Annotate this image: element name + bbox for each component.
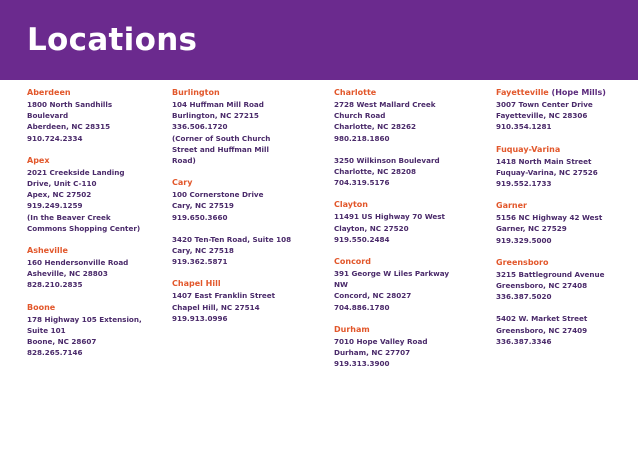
address-line: Fayetteville, NC 28306 (496, 111, 588, 121)
address-line: Suite 101 (27, 325, 66, 335)
location-city (27, 87, 177, 99)
address-line: 919.552.1733 (496, 179, 552, 189)
location-city-name: Cary (172, 178, 193, 188)
address-line: 980.218.1860 (334, 133, 390, 143)
location-city (334, 256, 484, 268)
address-line: Garner, NC 27529 (496, 224, 567, 234)
location-city (27, 245, 177, 257)
address-line: 919.249.1259 (27, 201, 83, 211)
address-line: (Corner of South Church (172, 133, 271, 143)
address-line: 160 Hendersonville Road (27, 258, 129, 268)
address-line: 3215 Battleground Avenue (496, 269, 605, 279)
location-entry (172, 87, 322, 166)
location-city-name: Charlotte (334, 88, 377, 97)
address-line: 910.354.1281 (496, 122, 552, 132)
location-city-name: Clayton (334, 200, 368, 210)
location-city-name: Garner (496, 201, 527, 211)
address-line: 336.506.1720 (172, 122, 228, 132)
address-line: Road) (172, 156, 196, 166)
address-line: 828.265.7146 (27, 348, 83, 358)
location-city-name: Aberdeen (27, 88, 71, 97)
location-city (172, 177, 322, 189)
address-line: Commons Shopping Center) (27, 223, 141, 233)
location-city-name: Burlington (172, 88, 220, 97)
location-city-name: Chapel Hill (172, 279, 221, 289)
address-line: 391 George W Liles Parkway (334, 269, 450, 279)
address-line: 1800 North Sandhills (27, 100, 113, 109)
location-city-name: Concord (334, 257, 371, 267)
location-entry (27, 155, 177, 234)
location-entry (496, 257, 638, 347)
location-entry (172, 177, 322, 267)
address-line: Durham, NC 27707 (334, 348, 411, 358)
location-entry (334, 87, 484, 188)
address-line: 104 Huffman Mill Road (172, 100, 264, 109)
address-line: 919.550.2484 (334, 234, 390, 244)
location-entry (27, 302, 177, 359)
address-line: Charlotte, NC 28208 (334, 167, 416, 177)
address-line: 3007 Town Center Drive (496, 100, 593, 109)
address-line: Clayton, NC 27520 (334, 223, 409, 233)
location-city-name: Apex (27, 155, 50, 165)
location-entry (172, 278, 322, 324)
address-line: 919.362.5871 (172, 257, 228, 267)
address-line: 3420 Ten-Ten Road, Suite 108 (172, 234, 292, 244)
header-banner (0, 0, 638, 80)
location-city (496, 200, 638, 212)
locations-column-1 (27, 87, 177, 369)
address-line: Church Road (334, 111, 386, 121)
location-entry (496, 87, 638, 133)
location-city-name: Fayetteville (496, 88, 549, 97)
address-line: Apex, NC 27502 (27, 190, 92, 200)
location-city (27, 155, 177, 167)
address-line: 11491 US Highway 70 West (334, 212, 445, 222)
address-spacer (496, 302, 638, 313)
locations-column-4 (496, 87, 638, 358)
address-line: 704.319.5176 (334, 178, 390, 188)
location-city-name: Boone (27, 302, 56, 312)
address-line: 919.650.3660 (172, 212, 228, 222)
locations-column-3 (334, 87, 484, 380)
location-city (172, 87, 322, 99)
location-city (172, 278, 322, 290)
address-line: 5156 NC Highway 42 West (496, 213, 603, 223)
location-city-subtitle: (Hope Mills) (551, 88, 606, 97)
location-city (334, 324, 484, 336)
location-city (496, 257, 638, 269)
location-city-name: Fuquay-Varina (496, 144, 561, 154)
location-city-name: Asheville (27, 246, 68, 256)
location-entry (334, 256, 484, 313)
address-line: Chapel Hill, NC 27514 (172, 302, 260, 312)
location-entry (496, 200, 638, 246)
address-line: Concord, NC 28027 (334, 291, 412, 301)
location-entry (27, 87, 177, 144)
address-line: Greensboro, NC 27408 (496, 281, 588, 291)
address-line: Cary, NC 27518 (172, 246, 234, 256)
address-line: Boone, NC 28607 (27, 337, 97, 347)
address-line: Drive, Unit C-110 (27, 179, 97, 189)
address-line: Aberdeen, NC 28315 (27, 122, 111, 132)
address-line: 828.210.2835 (27, 280, 83, 290)
address-line: 704.886.1780 (334, 302, 390, 312)
location-entry (334, 199, 484, 245)
address-line: 336.387.5020 (496, 292, 552, 302)
address-line: 919.329.5000 (496, 235, 552, 245)
address-line: Fuquay-Varina, NC 27526 (496, 167, 598, 177)
location-city (496, 87, 638, 99)
address-line: 336.387.3346 (496, 336, 552, 346)
location-city (496, 144, 638, 156)
address-line: 1418 North Main Street (496, 156, 592, 166)
address-line: 2021 Creekside Landing (27, 167, 125, 177)
address-line: Greensboro, NC 27409 (496, 325, 588, 335)
address-line: 910.724.2334 (27, 133, 83, 143)
location-city-name: Durham (334, 324, 370, 334)
location-entry (496, 144, 638, 190)
location-city (27, 302, 177, 314)
address-line: 5402 W. Market Street (496, 314, 588, 324)
address-line: Burlington, NC 27215 (172, 111, 259, 121)
address-line: NW (334, 280, 348, 290)
location-city-name: Greensboro (496, 257, 549, 267)
location-city (334, 199, 484, 211)
address-line: 1407 East Franklin Street (172, 291, 276, 301)
address-spacer (172, 223, 322, 234)
page-title: Locations (27, 22, 198, 58)
address-line: 178 Highway 105 Extension, (27, 314, 142, 324)
address-line: 2728 West Mallard Creek (334, 100, 436, 109)
address-line: 3250 Wilkinson Boulevard (334, 155, 440, 165)
address-spacer (334, 144, 484, 155)
address-line: Street and Huffman Mill (172, 144, 269, 154)
address-line: Asheville, NC 28803 (27, 269, 108, 279)
address-line: Boulevard (27, 111, 69, 121)
location-entry (27, 245, 177, 291)
address-line: (In the Beaver Creek (27, 212, 111, 222)
address-line: 100 Cornerstone Drive (172, 190, 264, 200)
location-city (334, 87, 484, 99)
address-line: 919.913.0996 (172, 313, 228, 323)
address-line: Charlotte, NC 28262 (334, 122, 416, 132)
address-line: 919.313.3900 (334, 359, 390, 369)
address-line: 7010 Hope Valley Road (334, 336, 428, 346)
locations-column-2 (172, 87, 322, 335)
location-entry (334, 324, 484, 370)
address-line: Cary, NC 27519 (172, 201, 234, 211)
